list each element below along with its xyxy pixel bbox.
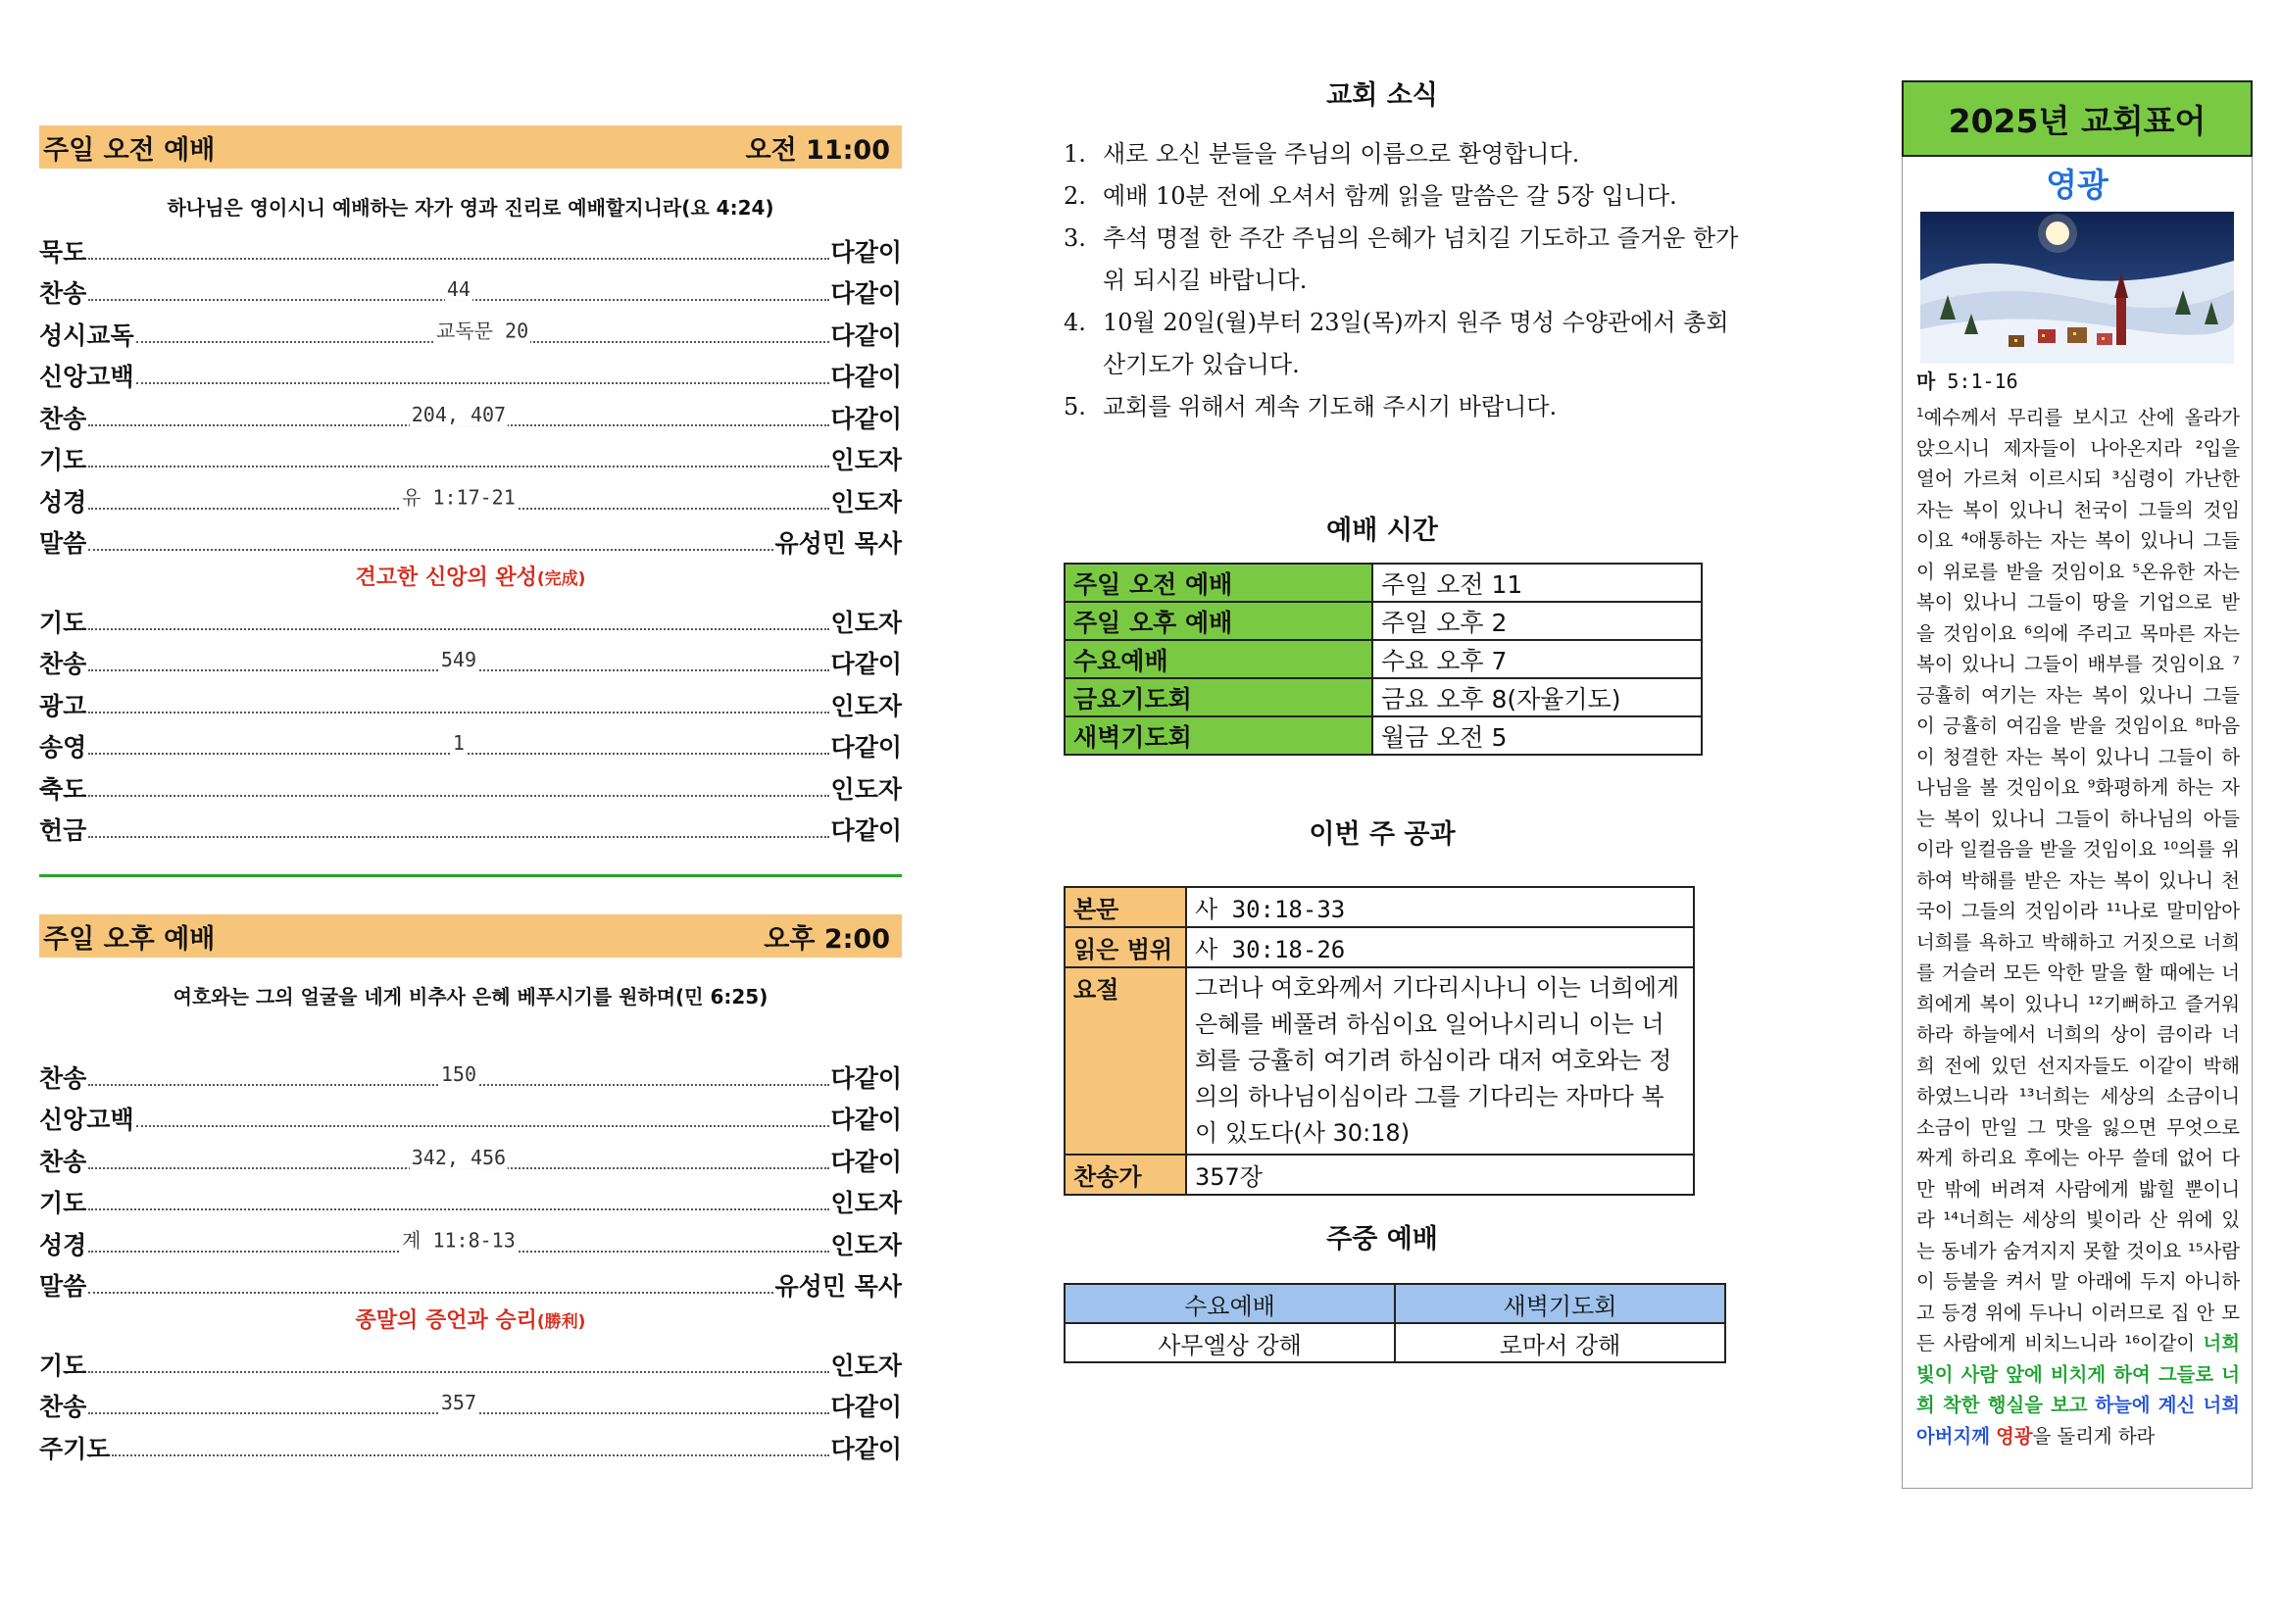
dot-leader (88, 549, 772, 551)
order-item-detail: 계 11:8-13 (400, 1224, 518, 1253)
dot-leader (88, 795, 828, 797)
order-item-label: 찬송 (39, 1393, 87, 1421)
dot-leader (88, 466, 828, 468)
order-row (39, 476, 902, 518)
news-item (1064, 386, 1740, 428)
worship-name: 주일 오후 예배 (1065, 602, 1372, 640)
order-row (39, 763, 902, 806)
morning-service-title: 주일 오전 예배 (43, 134, 216, 166)
worship-name: 금요기도회 (1065, 678, 1372, 716)
afternoon-order-list-b (39, 1340, 902, 1465)
worship-times-table (1064, 563, 1703, 756)
news-item (1064, 218, 1740, 302)
news-item-number: 2. (1064, 182, 1086, 210)
midweek-value-dawn: 로마서 강해 (1395, 1323, 1725, 1362)
afternoon-order-list-a (39, 1053, 902, 1303)
order-row (39, 226, 902, 269)
order-item-leader: 다같이 (830, 1434, 902, 1463)
motto-word: 영광 (2046, 166, 2108, 204)
lesson-table (1064, 886, 1695, 1196)
dot-leader (88, 484, 828, 510)
order-item-label: 묵도 (39, 237, 87, 267)
morning-service-time: 오전 11:00 (745, 134, 890, 166)
order-item-detail: 549 (440, 647, 476, 671)
morning-order-list-b (39, 597, 902, 847)
lesson-row-memory-verse (1065, 967, 1694, 1155)
order-row (39, 806, 902, 848)
afternoon-service-header (39, 914, 902, 958)
motto-panel (1902, 80, 2253, 1489)
order-item-leader: 인도자 (830, 1351, 902, 1380)
dot-leader (88, 1292, 772, 1294)
scripture-highlight-green: 너희 빛이 사람 앞에 비치게 하여 그들로 너희 착한 행실을 보고 (1916, 1332, 2240, 1417)
morning-order-list-a (39, 226, 902, 560)
order-item-label: 찬송 (39, 1063, 87, 1093)
dot-leader (88, 1371, 828, 1373)
news-item (1064, 133, 1740, 175)
afternoon-verse: 여호와는 그의 얼굴을 네게 비추사 은혜 베푸시기를 원하며(민 6:25) (173, 985, 769, 1009)
news-item-number: 4. (1064, 309, 1086, 336)
order-item-leader: 다같이 (830, 733, 902, 762)
worship-name: 새벽기도회 (1065, 716, 1372, 755)
lesson-memory-label: 요절 (1065, 967, 1186, 1155)
order-item-detail: 교독문 20 (434, 315, 530, 343)
dot-leader (112, 1454, 828, 1456)
snowy-village-image (1920, 212, 2234, 364)
order-item-label: 축도 (39, 774, 87, 804)
order-item-leader: 다같이 (830, 279, 902, 308)
news-item-number: 1. (1064, 140, 1086, 168)
dot-leader (88, 1390, 828, 1414)
order-item-label: 신앙고백 (39, 363, 134, 391)
order-row (39, 1423, 902, 1465)
order-item-label: 성경 (39, 487, 87, 517)
worship-time-row (1065, 716, 1702, 755)
lesson-memory-value: 그러나 여호와께서 기다리시나니 이는 너희에게 은혜를 베풀려 하심이요 일어나시리니 이는 너희를 긍휼히 여기려 하심이라 대저 여호와는 정의의 하나님이심이라 그를 기다리는 자마다 복이 있도다(사 30:18) (1186, 967, 1694, 1155)
order-item-label: 말씀 (39, 1272, 87, 1301)
order-item-leader: 다같이 (830, 1106, 902, 1134)
order-item-label: 기도 (39, 1189, 87, 1217)
order-item-label: 신앙고백 (39, 1106, 134, 1134)
dot-leader (88, 730, 828, 755)
order-item-leader: 다같이 (830, 363, 902, 391)
order-row (39, 1178, 902, 1220)
order-row (39, 1261, 902, 1304)
order-row (39, 1382, 902, 1424)
lesson-text-value: 사 30:18-33 (1186, 887, 1694, 927)
order-item-leader: 다같이 (830, 1393, 902, 1421)
order-row (39, 518, 902, 561)
lesson-range-label: 읽은 범위 (1065, 927, 1186, 967)
afternoon-service-time: 오후 2:00 (764, 923, 890, 955)
dot-leader (88, 647, 828, 671)
order-item-detail: 44 (446, 276, 471, 301)
motto-title: 2025년 교회표어 (1902, 80, 2253, 157)
dot-leader (136, 1125, 829, 1127)
worship-time-row (1065, 602, 1702, 640)
dot-leader (88, 258, 828, 260)
order-item-leader: 다같이 (830, 404, 902, 433)
morning-verse: 하나님은 영이시니 예배하는 자가 영과 진리로 예배할지니라(요 4:24) (167, 196, 774, 220)
order-item-leader: 인도자 (830, 774, 902, 804)
afternoon-service-title: 주일 오후 예배 (43, 923, 216, 955)
worship-time: 주일 오전 11 (1372, 564, 1702, 602)
order-row (39, 722, 902, 764)
section-divider (39, 874, 902, 877)
lesson-row-hymn (1065, 1155, 1694, 1195)
dot-leader (88, 402, 828, 426)
order-of-service-column (39, 125, 902, 1465)
dot-leader (136, 382, 829, 384)
order-row (39, 1053, 902, 1095)
order-item-leader: 인도자 (830, 691, 902, 720)
lesson-hymn-value: 357장 (1186, 1155, 1694, 1195)
order-item-leader: 인도자 (830, 446, 902, 474)
scripture-text: $^1$예수께서 무리를 보시고 산에 올라가 앉으시니 제자들이 나아온지라 ²입을 열어 가르쳐 이르시되 ³심령이 가난한 자는 복이 있나니 천국이 그들의 것임이요 ⁴애통하는 자는 복이 있나니 그들이 위로를 받을 것임이요 ⁵온유한 자는 복이 있나니 그들이 땅을 기업으로 받을 것임이요 ⁶의에 주리고 목마른 자는 복이 있나니 그들이 배부를 것임이요 ⁷긍휼히 여기는 자는 복이 있나니 그들이 긍휼히 여김을 받을 것임이요 ⁸마음이 청결한 자는 복이 있나니 그들이 하나님을 볼 것임이요 ⁹화평하게 하는 자는 복이 있나니 그들이 하나님의 아들이라 일컬음을 받을 것임이요 ¹⁰의를 위하여 박해를 받은 자는 복이 있나니 천국이 그들의 것임이라 ¹¹나로 말미암아 너희를 욕하고 박해하고 거짓으로 너희를 거슬러 모든 악한 말을 할 때에는 너희에게 복이 있나니 ¹²기뻐하고 즐거워하라 하늘에서 너희의 상이 큼이라 너희 전에 있던 선지자들도 이같이 박해하였느니라 ¹³너희는 세상의 소금이니 소금이 만일 그 맛을 잃으면 무엇으로 짜게 하리요 후에는 아무 쓸데 없어 다만 밖에 버려져 사람에게 밟힐 뿐이니라 ¹⁴너희는 세상의 빛이라 산 위에 있는 동네가 숨겨지지 못할 것이요 ¹⁵사람이 등불을 켜서 말 아래에 두지 아니하고 등경 위에 두나니 이러므로 집 안 모든 사람에게 비치느니라 ¹⁶이같이 너희 빛이 사람 앞에 비치게 하여 그들로 너희 착한 행실을 보고 하늘에 계신 너희 아버지께 영광을 돌리게 하라 (1916, 406, 2240, 1448)
order-item-detail: 342, 456 (411, 1145, 507, 1169)
worship-time: 수요 오후 7 (1372, 640, 1702, 678)
news-item-text: 10월 20일(월)부터 23일(목)까지 원주 명성 수양관에서 총회 산기도가 있습니다. (1103, 309, 1729, 378)
order-row (39, 1095, 902, 1137)
order-item-label: 찬송 (39, 1147, 87, 1176)
dot-leader (88, 712, 828, 714)
order-item-leader: 인도자 (830, 1230, 902, 1259)
order-item-label: 주기도 (39, 1434, 111, 1463)
lesson-hymn-label: 찬송가 (1065, 1155, 1186, 1195)
order-item-detail: 유 1:17-21 (400, 481, 518, 510)
order-row (39, 597, 902, 639)
order-item-leader: 유성민 목사 (774, 529, 902, 558)
dot-leader (88, 836, 828, 838)
morning-service-header (39, 125, 902, 169)
scripture-reference: 마 5:1-16 (1916, 369, 2018, 393)
dot-leader (136, 318, 829, 343)
order-row (39, 1136, 902, 1178)
lesson-row-range (1065, 927, 1694, 967)
worship-time: 월금 오전 5 (1372, 716, 1702, 755)
order-item-label: 기도 (39, 1351, 87, 1380)
order-row (39, 310, 902, 352)
lesson-text-label: 본문 (1065, 887, 1186, 927)
order-item-leader: 다같이 (830, 1147, 902, 1176)
worship-name: 주일 오전 예배 (1065, 564, 1372, 602)
order-row (39, 269, 902, 311)
morning-sermon-title: 견고한 신앙의 완성(完成) (355, 566, 586, 590)
news-column (1064, 74, 1740, 1363)
order-item-label: 찬송 (39, 279, 87, 308)
worship-time-row (1065, 640, 1702, 678)
news-item-number: 5. (1064, 393, 1086, 420)
news-item-text: 예배 10분 전에 오셔서 함께 읽을 말씀은 갈 5장 입니다. (1103, 182, 1677, 210)
scripture-highlight-red: 영광 (1996, 1424, 2033, 1448)
order-row (39, 639, 902, 681)
order-item-label: 성경 (39, 1230, 87, 1259)
midweek-value-row (1065, 1323, 1725, 1362)
order-item-label: 광고 (39, 691, 87, 720)
order-item-label: 말씀 (39, 529, 87, 558)
order-item-leader: 인도자 (830, 487, 902, 517)
midweek-table (1064, 1283, 1726, 1363)
order-item-leader: 인도자 (830, 1189, 902, 1217)
worship-time: 금요 오후 8(자율기도) (1372, 678, 1702, 716)
midweek-header-dawn: 새벽기도회 (1395, 1284, 1725, 1323)
order-item-label: 찬송 (39, 650, 87, 678)
midweek-header-row (1065, 1284, 1725, 1323)
order-row (39, 352, 902, 394)
midweek-value-wednesday: 사무엘상 강해 (1065, 1323, 1395, 1362)
news-title: 교회 소식 (1326, 80, 1438, 111)
order-item-label: 기도 (39, 608, 87, 637)
order-row (39, 435, 902, 477)
lesson-range-value: 사 30:18-26 (1186, 927, 1694, 967)
worship-name: 수요예배 (1065, 640, 1372, 678)
order-row (39, 1219, 902, 1261)
order-item-leader: 다같이 (830, 816, 902, 845)
order-row (39, 1340, 902, 1382)
worship-times-title: 예배 시간 (1326, 516, 1438, 546)
scripture-highlight-blue: 하늘에 계신 너희 아버지께 (1916, 1394, 2240, 1448)
lesson-title: 이번 주 공과 (1309, 819, 1456, 850)
order-item-leader: 다같이 (830, 650, 902, 678)
dot-leader (88, 628, 828, 630)
order-item-label: 기도 (39, 446, 87, 474)
order-item-leader: 다같이 (830, 1063, 902, 1093)
order-item-detail: 357 (440, 1390, 476, 1414)
news-list (1064, 133, 1740, 428)
order-item-label: 송영 (39, 733, 87, 762)
dot-leader (88, 1145, 828, 1169)
afternoon-sermon-title: 종말의 증언과 승리(勝利) (355, 1308, 586, 1333)
order-item-detail: 150 (440, 1061, 476, 1086)
dot-leader (88, 276, 828, 301)
dot-leader (88, 1208, 828, 1210)
order-item-leader: 인도자 (830, 608, 902, 637)
order-item-label: 헌금 (39, 816, 87, 845)
order-item-detail: 1 (452, 730, 465, 755)
order-item-label: 성시교독 (39, 320, 134, 350)
order-row (39, 680, 902, 722)
order-row (39, 393, 902, 435)
order-item-detail: 204, 407 (411, 402, 507, 426)
news-item (1064, 302, 1740, 386)
order-item-label: 찬송 (39, 404, 87, 433)
midweek-header-wednesday: 수요예배 (1065, 1284, 1395, 1323)
dot-leader (88, 1061, 828, 1086)
news-item-number: 3. (1064, 224, 1086, 252)
order-item-leader: 다같이 (830, 237, 902, 267)
worship-time-row (1065, 564, 1702, 602)
dot-leader (88, 1227, 828, 1253)
lesson-row-text (1065, 887, 1694, 927)
worship-time: 주일 오후 2 (1372, 602, 1702, 640)
midweek-title: 주중 예배 (1326, 1224, 1438, 1255)
order-item-leader: 다같이 (830, 320, 902, 350)
news-item-text: 교회를 위해서 계속 기도해 주시기 바랍니다. (1103, 393, 1558, 420)
news-item-text: 추석 명절 한 주간 주님의 은혜가 넘치길 기도하고 즐거운 한가위 되시길 바랍니다. (1103, 224, 1739, 294)
order-item-leader: 유성민 목사 (774, 1272, 902, 1301)
worship-time-row (1065, 678, 1702, 716)
news-item (1064, 175, 1740, 218)
news-item-text: 새로 오신 분들을 주님의 이름으로 환영합니다. (1103, 140, 1580, 168)
